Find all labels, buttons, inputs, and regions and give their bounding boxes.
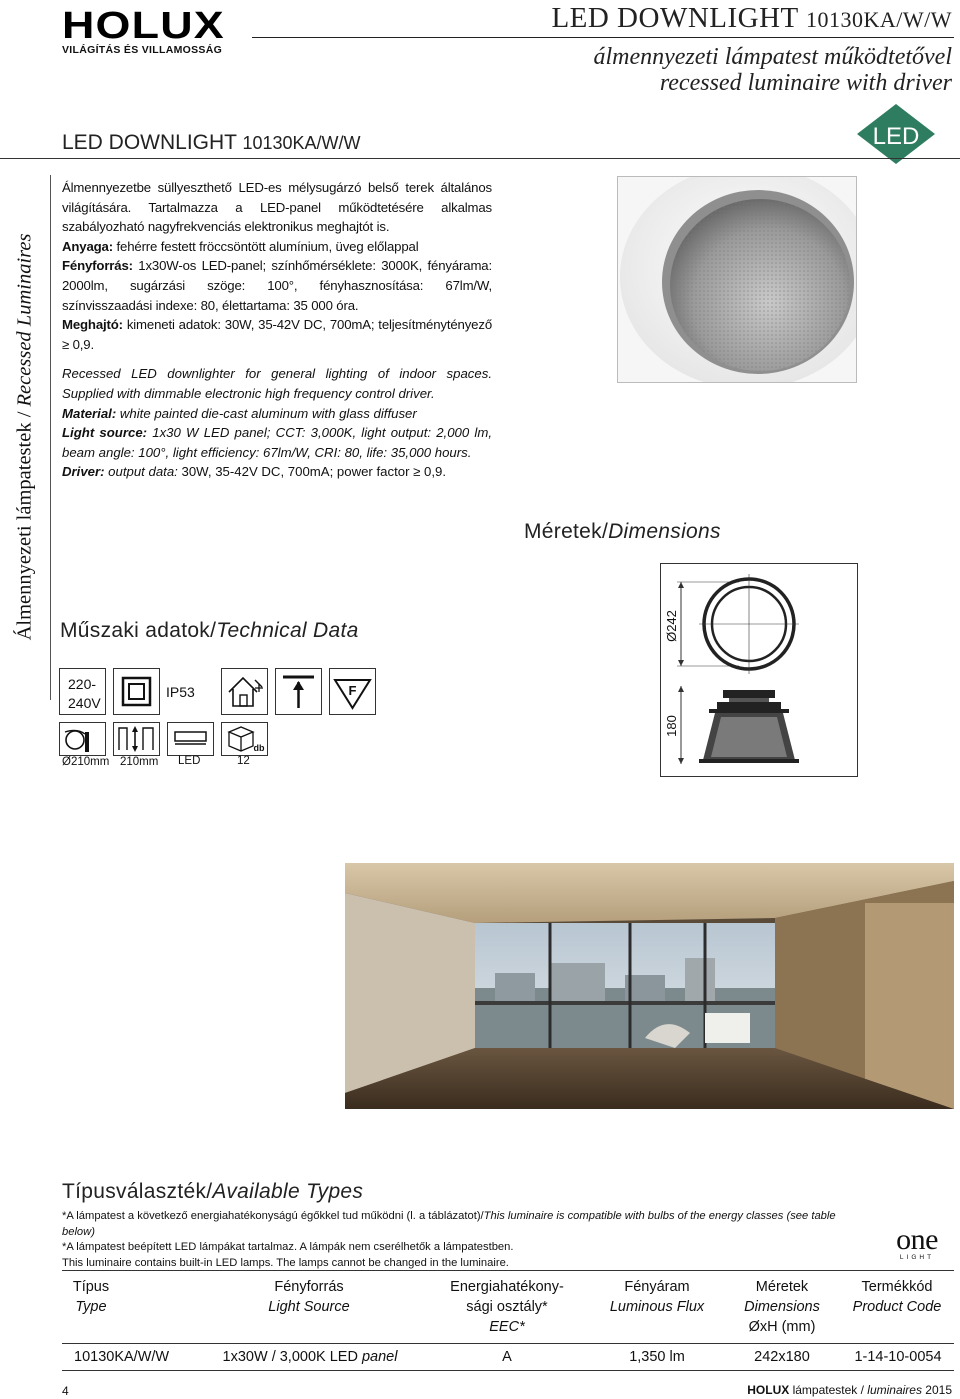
table-row [62,1343,954,1371]
col-type [62,1277,120,1317]
value: fehérre festett fröccsöntött alumínium, üveg előlappal [112,238,419,254]
dimensions-heading-en: Dimensions [608,520,721,543]
tech-heading-en: Technical Data [216,619,359,642]
col-dims-extra: ØxH (mm) [748,1319,816,1335]
product-title-code: 10130KA/W/W [242,133,361,153]
sidebar-category-en: Recessed Luminaires [13,233,36,407]
label: Fényforrás: [62,258,133,274]
depth-icon [113,722,160,756]
note-builtin-en: This luminaire contains built-in LED lamps. The lamps cannot be changed in the luminaire. [62,1256,509,1269]
col-code-hu: Termékkód [861,1279,933,1295]
dimension-drawing [660,563,858,777]
one-light-logo [880,1223,954,1261]
note-compatibility [62,1209,862,1240]
brand-name: HOLUX [62,5,225,47]
dimensions-heading [524,520,721,544]
cell-code: 1-14-10-0054 [854,1349,942,1365]
header-subtitle-en: recessed luminaire with driver [659,70,952,96]
types-heading-en: Available Types [212,1180,364,1203]
col-type-hu: Típus [72,1279,110,1295]
cell-type: 10130KA/W/W [74,1349,170,1365]
label: Material: [62,405,117,421]
col-dims-hu: Méretek [755,1279,809,1295]
col-code [842,1277,952,1317]
footer-year: 2015 [921,1383,952,1397]
cell-source-text: 1x30W / 3,000K LED [222,1349,362,1365]
page-number: 4 [62,1384,69,1398]
tech-heading [60,619,359,643]
dimensions-heading-hu: Méretek/ [524,520,609,543]
height-label: 180 [664,715,679,737]
desc-en-driver [62,462,492,482]
col-flux [602,1277,712,1317]
note-builtin-hu: *A lámpatest beépített LED lámpákat tartalmaz. A lámpák nem cserélhetők a lámpatestben. [62,1241,514,1253]
col-eec-en: EEC* [489,1319,525,1335]
header-title-code: 10130KA/W/W [805,7,952,32]
led-badge-icon [855,102,937,166]
footer-text-a: lámpatestek / [789,1383,868,1397]
cell-dims: 242x180 [754,1349,810,1365]
class-2-icon [113,668,160,715]
indoor-icon [221,668,268,715]
description [62,178,492,482]
cell-flux: 1,350 lm [629,1349,685,1365]
col-source [222,1277,396,1317]
led-badge-text: LED [872,123,920,150]
cell-eec: A [502,1349,512,1365]
led-lamp-icon [167,722,214,756]
footer-text-b: luminaires [867,1383,922,1397]
interior-photo [345,863,954,1109]
footer-text [747,1383,952,1397]
one-light-word: one [896,1223,938,1256]
sidebar-category-hu: Álmennyezeti lámpatestek / [13,406,36,641]
col-flux-hu: Fényáram [624,1279,690,1295]
label: Meghajtó: [62,317,123,333]
svg-text:db: db [253,743,265,753]
value: 1x30W-os LED-panel; színhőmérséklete: 3000K, fényárama: 2000lm, sugárzási szöge: 100°, fényhasznosítása: 67lm/W, színvisszaadási indexe: 80, élettartama: 35 000 óra. [62,258,492,313]
lamp-label: LED [178,755,201,767]
col-eec-hu: Energiahatékony- [450,1279,564,1295]
col-source-en: Light Source [268,1299,350,1315]
tech-heading-hu: Műszaki adatok/ [60,619,217,642]
desc-hu-driver [62,315,492,354]
cell-source [212,1344,408,1370]
note-compatibility-en: This luminaire is compatible with bulbs of the energy classes (see table below) [62,1210,836,1238]
label: Driver: [62,464,105,480]
types-table [62,1270,954,1371]
col-eec-hu2: sági osztály* [466,1299,548,1315]
label: Anyaga: [62,238,113,254]
footer-brand: HOLUX [747,1383,790,1397]
voltage-box [59,668,106,715]
sidebar-category [14,234,37,641]
desc-en-material [62,404,492,424]
header-title [551,2,952,35]
title-divider [0,158,960,159]
desc-hu-intro: Álmennyezetbe süllyeszthető LED-es mélysugárzó belső terek általános világítására. Tartalmazza a LED-panel működtetésére alkalmas szabályozható nagyfrekvenciás elektronikus meghajtót is. [62,180,492,235]
types-heading-hu: Típusválaszték/ [62,1180,213,1203]
brand-tagline: VILÁGÍTÁS ÉS VILLAMOSSÁG [62,44,223,56]
col-dims-en: Dimensions [744,1299,820,1315]
note-compatibility-hu: *A lámpatest a következő energiahatékonyságú égőkkel tud működni (l. a táblázatot)/ [62,1210,484,1222]
diameter-label: Ø242 [664,610,679,642]
f-mark-icon [329,668,376,715]
depth-label: 210mm [120,756,159,768]
sidebar [0,175,51,700]
voltage-line-1: 220- [68,676,97,692]
value: kimeneti adatok: 30W, 35-42V DC, 700mA; teljesítménytényező ≥ 0,9. [62,317,492,352]
desc-en-source [62,423,492,462]
holux-logo [62,5,252,56]
product-photo [617,176,857,383]
types-heading [62,1180,363,1204]
col-source-hu: Fényforrás [274,1279,344,1295]
desc-hu-material [62,237,492,257]
types-notes [62,1209,862,1271]
desc-en-intro: Recessed LED downlighter for general lighting of indoor spaces. Supplied with dimmable electronic high frequency control driver. [62,366,492,401]
header-rule [252,37,954,38]
desc-hu-source [62,256,492,315]
header-title-main: LED DOWNLIGHT [551,2,806,34]
col-type-en: Type [75,1299,107,1315]
voltage-line-2: 240V [68,695,101,711]
col-flux-en: Luminous Flux [609,1299,705,1315]
col-code-en: Product Code [852,1299,942,1315]
header-subtitle-hu: álmennyezeti lámpatest működtetővel [593,44,952,70]
value-2: 30W, 35-42V DC, 700mA; power factor ≥ 0,9. [177,464,447,480]
cell-source-italic: panel [361,1349,398,1365]
value: 1x30 W LED panel; CCT: 3,000K, light output: 2,000 lm, beam angle: 100°, light efficiency: 67lm/W, CRI: 80, life: 35,000 hours. [62,425,492,460]
product-title-main: LED DOWNLIGHT [62,131,243,154]
package-icon [221,722,268,756]
product-title [62,131,361,155]
qty-label: 12 [237,755,250,767]
table-header [62,1270,954,1343]
value: white painted die-cast aluminum with glass diffuser [116,405,417,421]
col-eec [437,1277,577,1337]
cutout-icon [59,722,106,756]
label: Light source: [62,425,148,441]
col-dims [732,1277,832,1337]
value: output data: [104,464,178,480]
ip-rating: IP53 [166,684,195,700]
svg-text:F: F [348,683,357,698]
one-light-sub: LIGHT [899,1254,935,1261]
ceiling-mount-icon [275,668,322,715]
cutout-label: Ø210mm [62,756,110,768]
